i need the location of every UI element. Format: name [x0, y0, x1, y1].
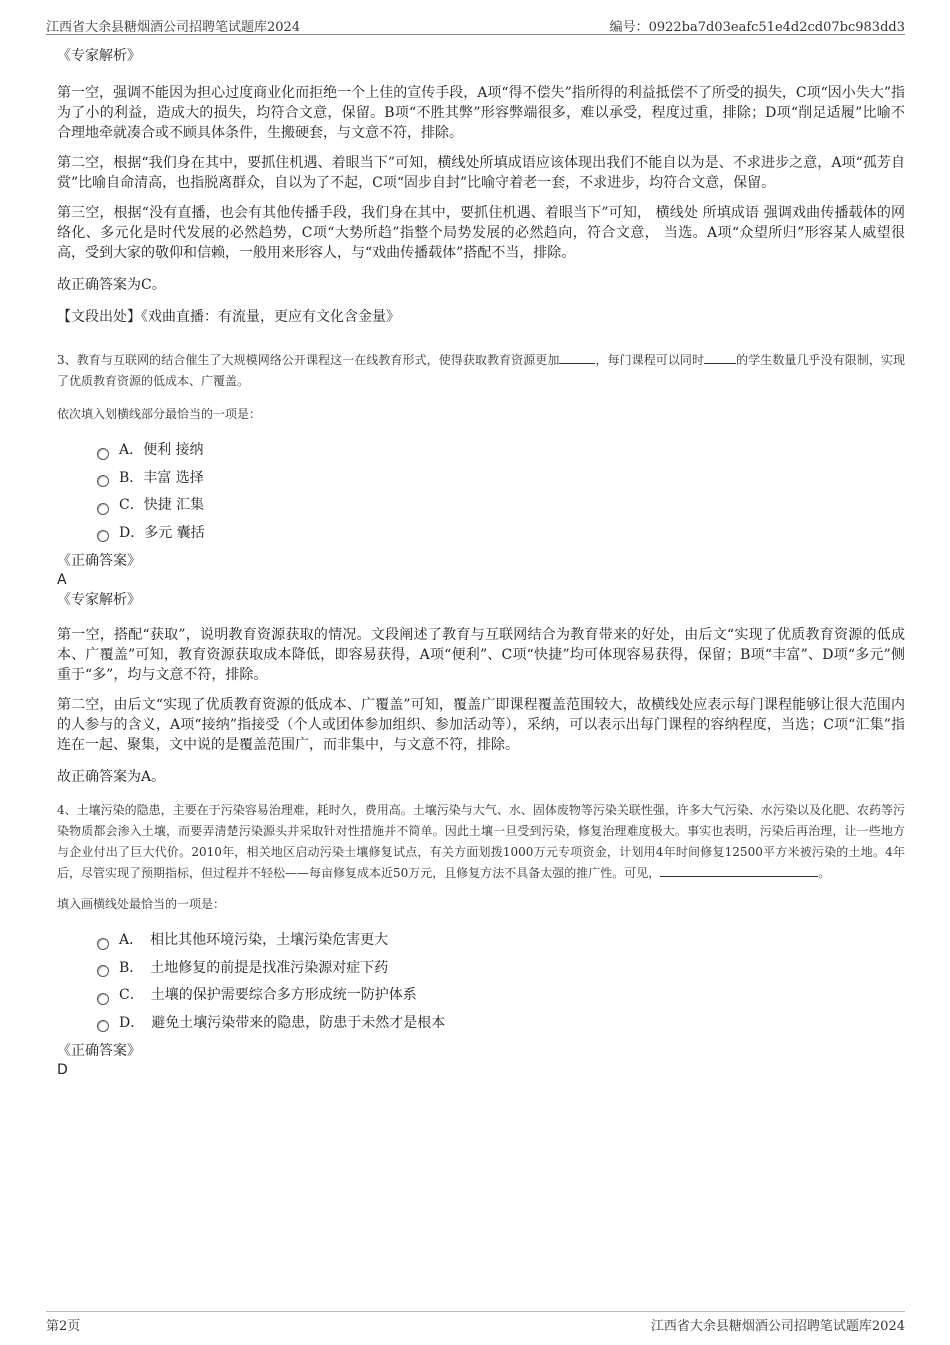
question-blank	[660, 864, 818, 877]
answer-conclusion: 故正确答案为A。	[57, 769, 166, 785]
radio-icon[interactable]	[97, 993, 109, 1005]
analysis-paragraph: 第三空，根据“没有直播，也会有其他传播手段，我们身在其中，要抓住机遇、着眼当下”可知， 横线处 所填成语 强调戏曲传播载体的网络化、多元化是时代发展的必然趋势，C项“大势所趋”指整个局势发展的必然趋向，符合文意， 当选。A项“众望所归”形容某人威望很高，受到大家的敬仰和信赖，一般用来形容人，与“戏曲传播载体”搭配不当，排除。	[57, 205, 905, 261]
expert-analysis-label: 《专家解析》	[57, 48, 141, 64]
question-4-text-part: 。	[818, 866, 831, 880]
question-blank	[559, 351, 595, 364]
option-b[interactable]	[97, 955, 905, 983]
question-3-text-part: 3、教育与互联网的结合催生了大规模网络公开课程这一在线教育形式，使得获取教育资源更加	[57, 353, 560, 367]
radio-icon[interactable]	[97, 938, 109, 950]
option-c[interactable]	[97, 492, 905, 520]
footer-title: 江西省大余县糖烟酒公司招聘笔试题库2024	[650, 1319, 905, 1334]
question-3-text-part: ，每门课程可以同时	[595, 353, 705, 367]
radio-icon[interactable]	[97, 965, 109, 977]
question-3-instruction: 依次填入划横线部分最恰当的一项是：	[57, 407, 262, 421]
question-3-options	[97, 437, 905, 547]
option-c[interactable]	[97, 982, 905, 1010]
question-4-options	[97, 927, 905, 1037]
radio-icon[interactable]	[97, 503, 109, 515]
option-label: D．多元 囊括	[119, 524, 205, 541]
analysis-paragraph: 第一空，搭配“获取”，说明教育资源获取的情况。文段阐述了教育与互联网结合为教育带来的好处，由后文“实现了优质教育资源的低成本、广覆盖”可知，教育资源获取成本降低，即容易获得，A项“便利”、C项“快捷”均可体现容易获得，保留；B项“丰富”、D项“多元”侧重于“多”，均与文意不符，排除。	[57, 627, 905, 683]
option-d[interactable]	[97, 520, 905, 548]
correct-answer-label: 《正确答案》	[57, 553, 141, 569]
page-content	[57, 44, 905, 1080]
question-blank	[704, 351, 736, 364]
analysis-paragraph: 第二空，由后文“实现了优质教育资源的低成本、广覆盖”可知，覆盖广即课程覆盖范围较大，故横线处应表示每门课程能够让很大范围内的人参与的含义，A项“接纳”指接受（个人或团体参加组织、参加活动等），采纳，可以表示出每门课程的容纳程度，当选；C项“汇集”指连在一起、聚集，文中说的是覆盖范围广，而非集中，与文意不符，排除。	[57, 697, 905, 753]
expert-analysis-label: 《专家解析》	[57, 592, 141, 608]
analysis-paragraph: 第二空，根据“我们身在其中，要抓住机遇、着眼当下”可知，横线处所填成语应该体现出我们不能自以为是、不求进步之意，A项“孤芳自赏”比喻自命清高，也指脱离群众，自以为了不起，C项“固步自封”比喻守着老一套，不求进步，均符合文意，保留。	[57, 155, 905, 191]
header-doc-id: 编号：0922ba7d03eafc51e4d2cd07bc983dd3	[609, 20, 905, 35]
correct-answer-label: 《正确答案》	[57, 1043, 141, 1059]
option-b[interactable]	[97, 465, 905, 493]
correct-answer: A	[57, 572, 67, 588]
radio-icon[interactable]	[97, 530, 109, 542]
radio-icon[interactable]	[97, 475, 109, 487]
option-a[interactable]	[97, 437, 905, 465]
page-footer	[46, 1311, 905, 1336]
question-3-text-part: 的学生数量几乎没有限制，实现了优质教育资源的低成本、广覆盖。	[57, 353, 905, 388]
option-label: C． 土壤的保护需要综合多方形成统一防护体系	[119, 987, 417, 1003]
option-a[interactable]	[97, 927, 905, 955]
option-label: D． 避免土壤污染带来的隐患，防患于未然才是根本	[119, 1014, 446, 1031]
answer-conclusion: 故正确答案为C。	[57, 277, 166, 293]
page-number: 第2页	[46, 1319, 81, 1334]
option-label: A．便利 接纳	[119, 442, 204, 458]
option-label: B．丰富 选择	[119, 469, 204, 486]
question-3-text	[57, 350, 905, 392]
header-title: 江西省大余县糖烟酒公司招聘笔试题库2024	[46, 20, 301, 35]
radio-icon[interactable]	[97, 1020, 109, 1032]
question-4-text	[57, 800, 905, 884]
option-label: C．快捷 汇集	[119, 497, 205, 513]
analysis-paragraph: 第一空，强调不能因为担心过度商业化而拒绝一个上佳的宣传手段，A项“得不偿失”指所得的利益抵偿不了所受的损失，C项“因小失大”指为了小的利益，造成大的损失，均符合文意，保留。B项“不胜其弊”形容弊端很多，难以承受，程度过重，排除；D项“削足适履”比喻不合理地牵就凑合或不顾具体条件，生搬硬套，与文意不符，排除。	[57, 85, 905, 141]
option-label: A． 相比其他环境污染，土壤污染危害更大	[119, 932, 389, 948]
source-citation: 【文段出处】《戏曲直播：有流量，更应有文化含金量》	[57, 309, 400, 325]
radio-icon[interactable]	[97, 448, 109, 460]
question-4-instruction: 填入画横线处最恰当的一项是：	[57, 897, 226, 911]
page-header	[46, 12, 905, 35]
option-label: B． 土地修复的前提是找准污染源对症下药	[119, 959, 389, 976]
question-4-text-part: 4、土壤污染的隐患，主要在于污染容易治理难，耗时久，费用高。土壤污染与大气、水、固体废物等污染关联性强，许多大气污染、水污染以及化肥、农药等污染物质都会渗入土壤，而要弄清楚污染源头并采取针对性措施并不简单。因此土壤一旦受到污染，修复治理难度极大。事实也表明，污染后再治理，让一些地方与企业付出了巨大代价。2010年，相关地区启动污染土壤修复试点，有关方面划拨1000万元专项资金，计划用4年时间修复12500平方米被污染的土地。4年后，尽管实现了预期指标，但过程并不轻松——每亩修复成本近50万元，且修复方法不具备太强的推广性。可见，	[57, 803, 905, 880]
option-d[interactable]	[97, 1010, 905, 1038]
correct-answer: D	[57, 1062, 68, 1078]
